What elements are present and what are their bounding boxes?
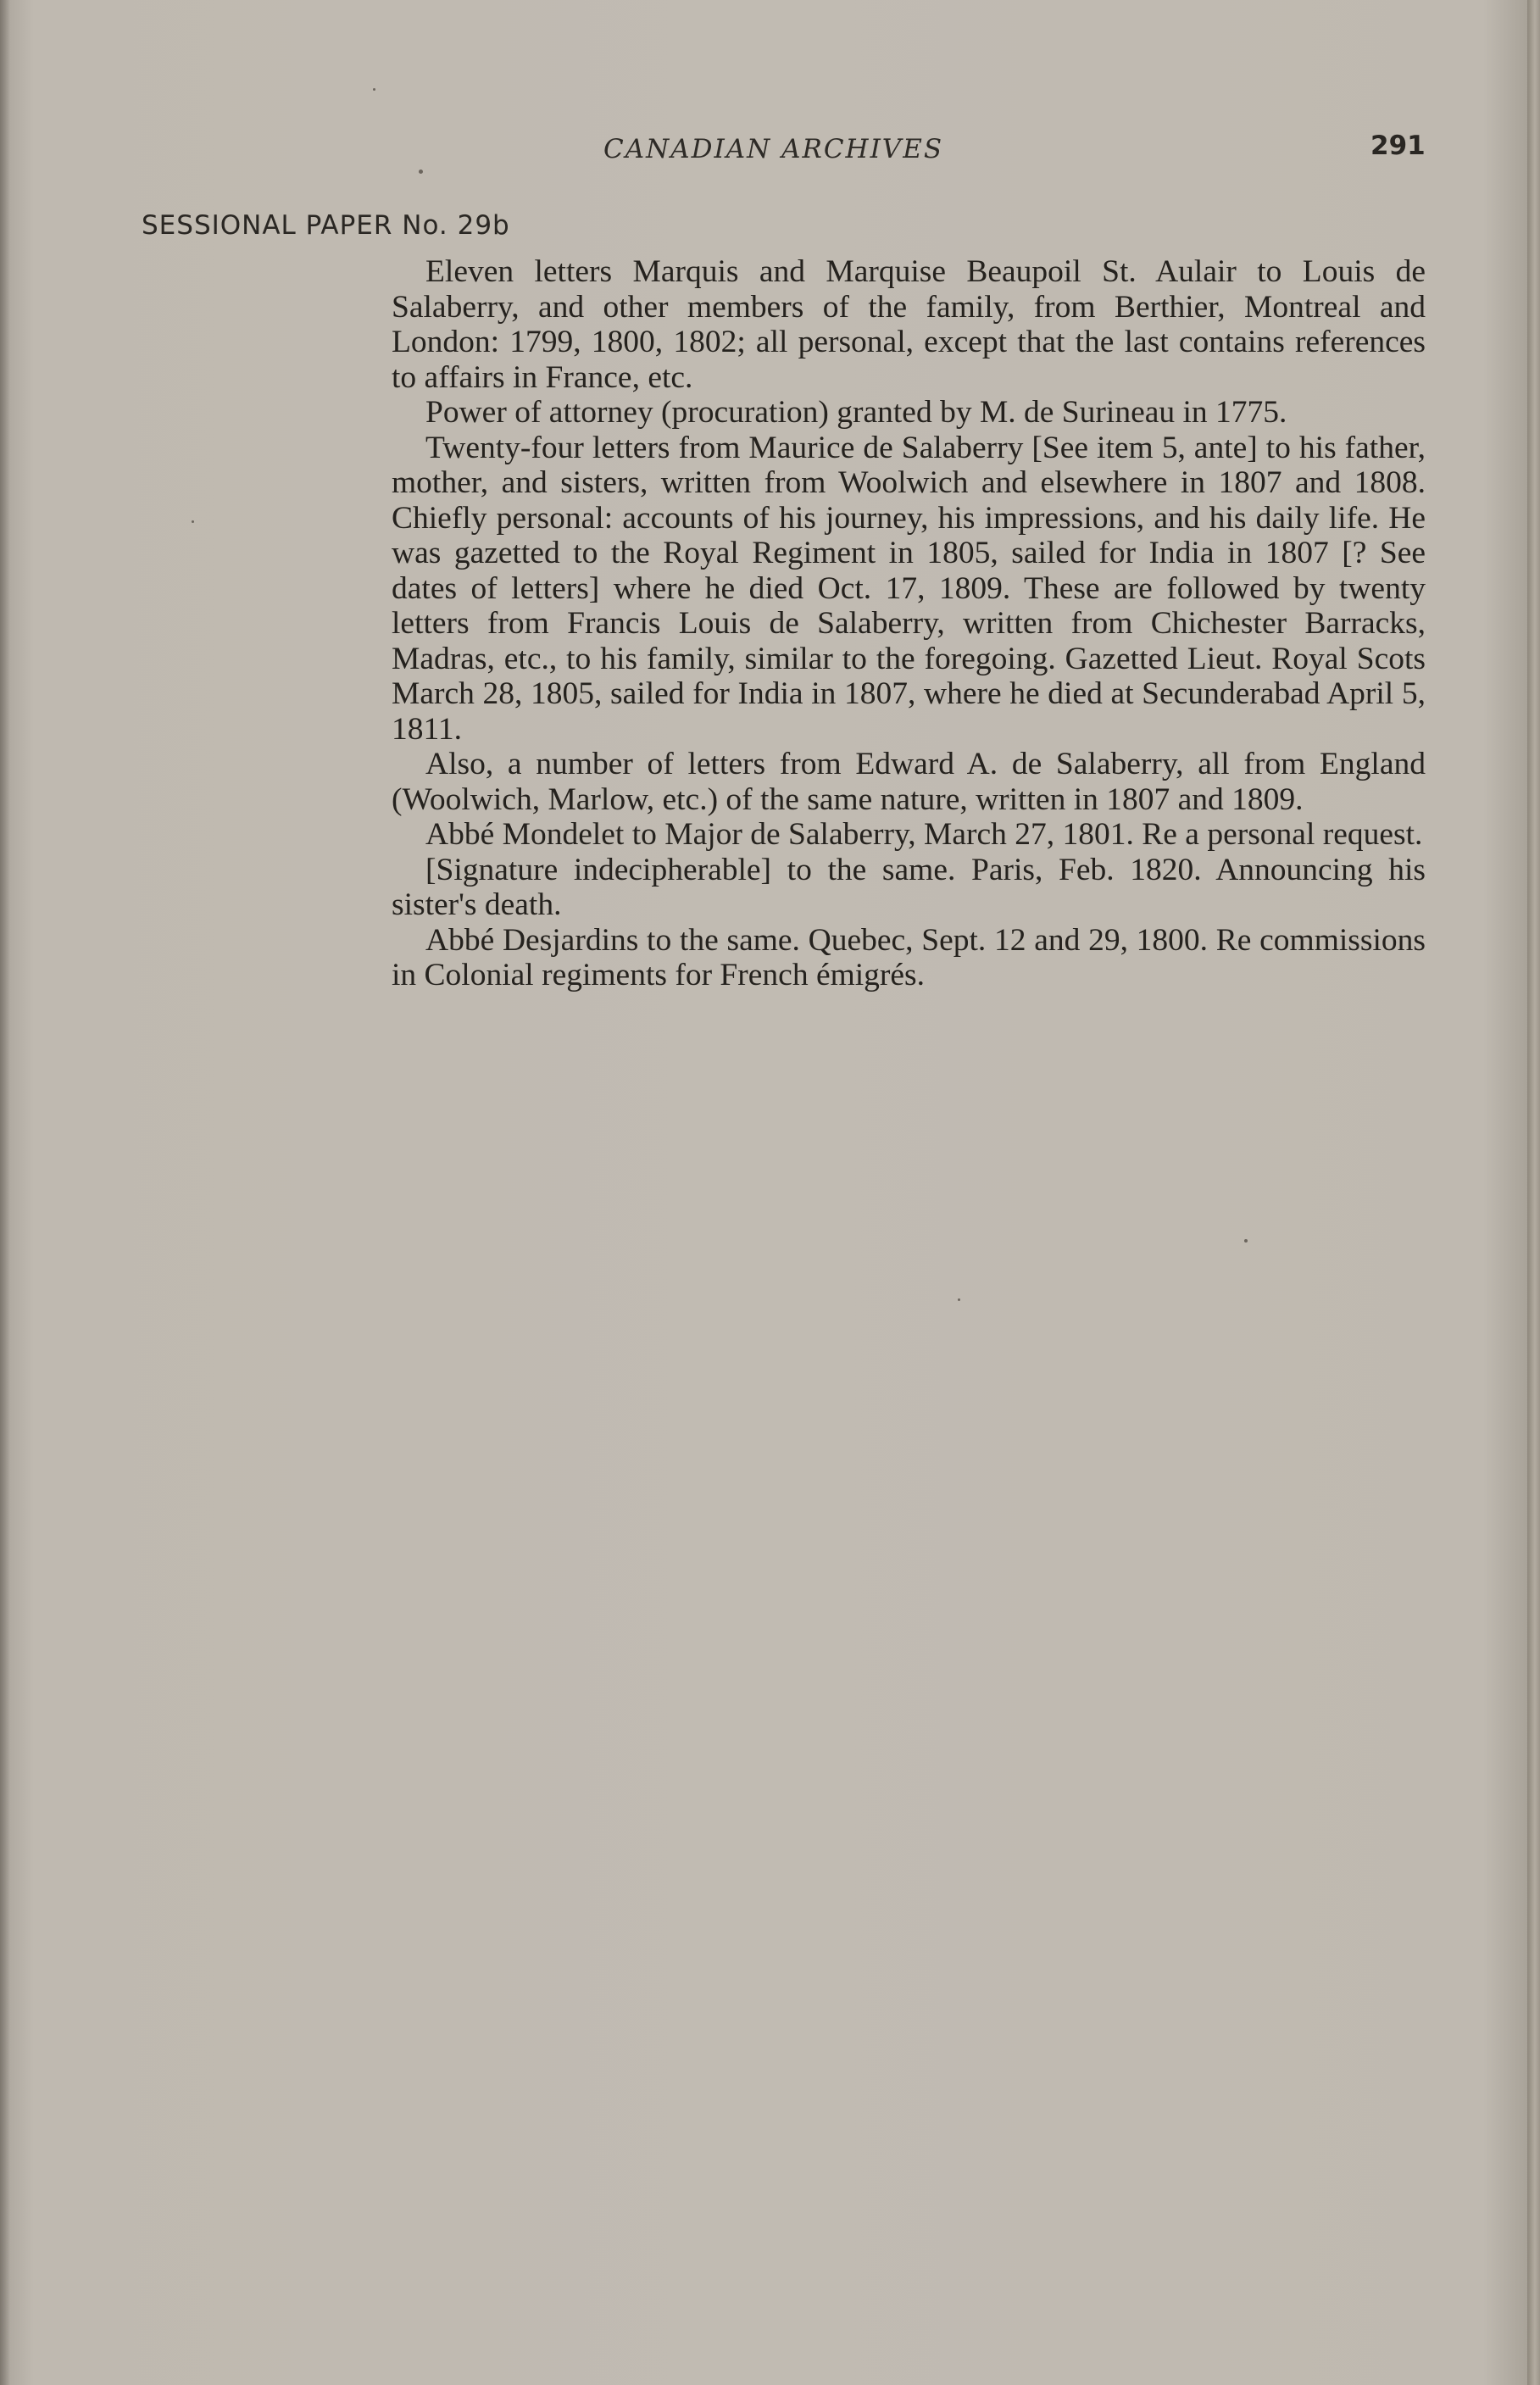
sessional-paper-label: SESSIONAL PAPER No. 29b [142, 210, 510, 241]
paragraph-desjardins: Abbé Desjardins to the same. Quebec, Sept. 12 and 29, 1800. Re commissions in Colonial regiments for French émigrés. [392, 922, 1426, 992]
paper-speck [419, 170, 423, 174]
paper-speck [1244, 1239, 1248, 1243]
paper-speck [373, 88, 375, 91]
paper-speck [958, 1298, 960, 1301]
paragraph-power-of-attorney: Power of attorney (procuration) granted by M. de Surineau in 1775. [425, 395, 1287, 430]
paper-speck [192, 520, 194, 523]
paragraph-signature-indecipherable: [Signature indecipherable] to the same. Paris, Feb. 1820. Announcing his sister's death. [392, 852, 1426, 922]
paragraph-beaupoil-letters: Eleven letters Marquis and Marquise Beaupoil St. Aulair to Louis de Salaberry, and other members of the family, from Berthier, Montreal and London: 1799, 1800, 1802; all personal, except that the last contains references to affairs in France, etc. [392, 254, 1426, 395]
paragraph-mondelet: Abbé Mondelet to Major de Salaberry, March 27, 1801. Re a personal request. [425, 817, 1423, 852]
page-gutter-shadow [0, 0, 10, 2385]
paragraph-maurice-letters: Twenty-four letters from Maurice de Salaberry [See item 5, ante] to his father, mother, and sisters, written from Woolwich and elsewhere in 1807 and 1808. Chiefly personal: accounts of his journey, his impressions, and his daily life. He was gazetted to the Royal Regiment in 1805, sailed for India in 1807 [? See dates of letters] where he died Oct. 17, 1809. These are followed by twenty letters from Francis Louis de Salaberry, written from Chichester Barracks, Madras, etc., to his family, similar to the foregoing. Gazetted Lieut. Royal Scots March 28, 1805, sailed for India in 1807, where he died at Secunderabad April 5, 1811. [392, 430, 1426, 747]
book-edge [1527, 0, 1540, 2385]
page-number: 291 [1370, 131, 1426, 161]
running-head: CANADIAN ARCHIVES [603, 134, 944, 164]
paragraph-edward-letters: Also, a number of letters from Edward A. de Salaberry, all from England (Woolwich, Marlow, etc.) of the same nature, written in 1807 and 1809. [392, 747, 1426, 817]
body-text [392, 254, 1426, 993]
